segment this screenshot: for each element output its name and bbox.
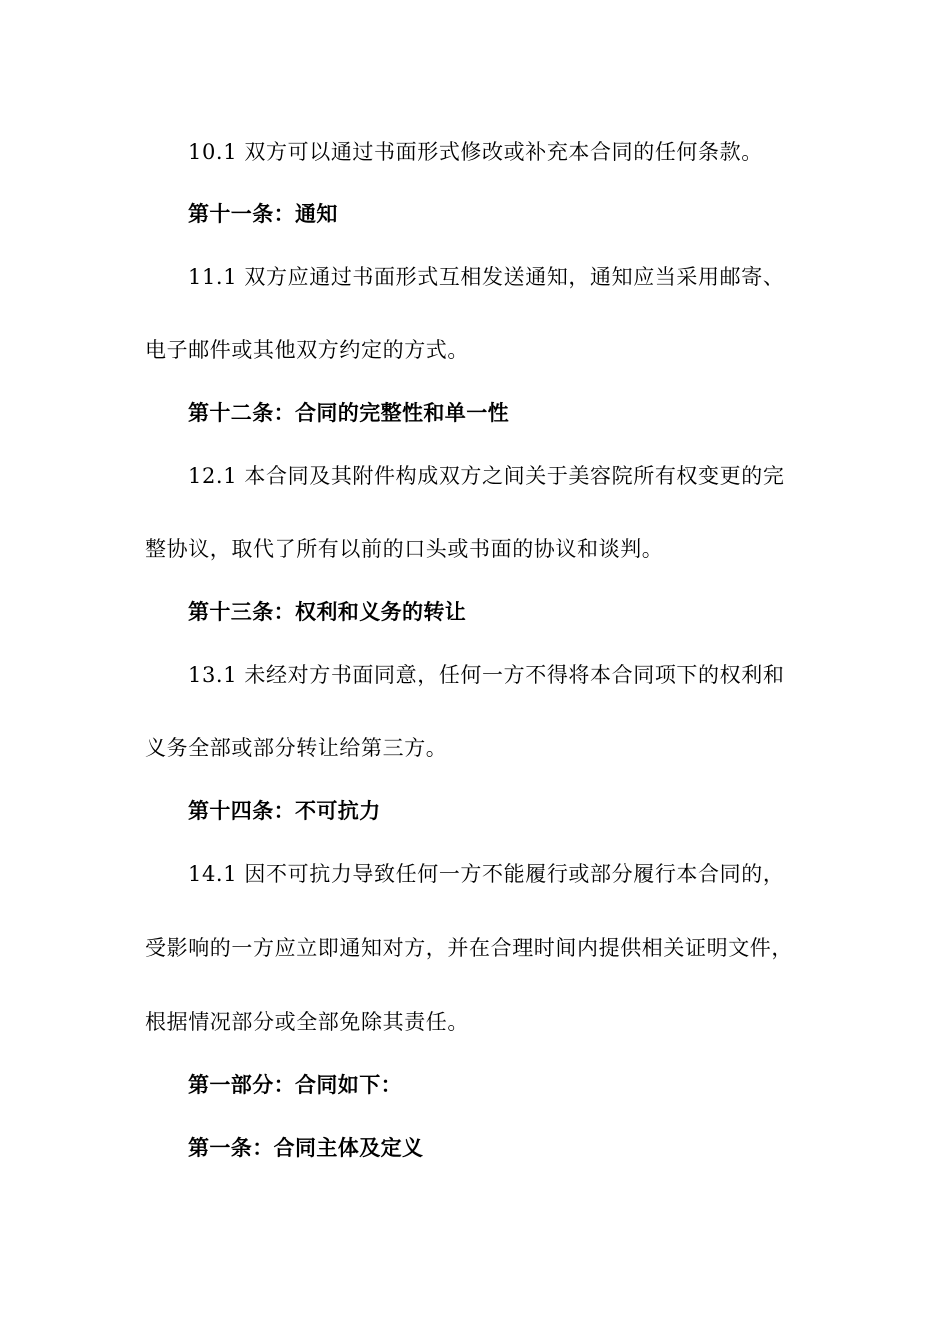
article-14-heading: 第十四条：不可抗力 — [188, 799, 381, 823]
clause-14-1-text-line-2: 受影响的一方应立即通知对方，并在合理时间内提供相关证明文件， — [145, 936, 793, 960]
clause-13-1-text-line-1: 13.1 未经对方书面同意，任何一方不得将本合同项下的权利和 — [188, 663, 785, 687]
clause-13-1-text-line-2: 义务全部或部分转让给第三方。 — [145, 736, 448, 760]
article-11-heading: 第十一条：通知 — [188, 202, 338, 226]
clause-12-1-text-line-1: 12.1 本合同及其附件构成双方之间关于美容院所有权变更的完 — [188, 464, 785, 488]
article-13-heading: 第十三条：权利和义务的转让 — [188, 600, 467, 624]
clause-14-1-text-line-1: 14.1 因不可抗力导致任何一方不能履行或部分履行本合同的， — [188, 862, 785, 886]
article-12-heading: 第十二条：合同的完整性和单一性 — [188, 401, 509, 425]
clause-11-1-text-line-2: 电子邮件或其他双方约定的方式。 — [145, 338, 469, 362]
part-1-heading: 第一部分：合同如下： — [188, 1073, 402, 1097]
clause-12-1-text-line-2: 整协议，取代了所有以前的口头或书面的协议和谈判。 — [145, 537, 664, 561]
clause-11-1-text-line-1: 11.1 双方应通过书面形式互相发送通知，通知应当采用邮寄、 — [188, 265, 785, 289]
clause-10-1-text: 10.1 双方可以通过书面形式修改或补充本合同的任何条款。 — [188, 140, 763, 164]
article-1-heading: 第一条：合同主体及定义 — [188, 1136, 424, 1160]
clause-14-1-text-line-3: 根据情况部分或全部免除其责任。 — [145, 1010, 469, 1034]
